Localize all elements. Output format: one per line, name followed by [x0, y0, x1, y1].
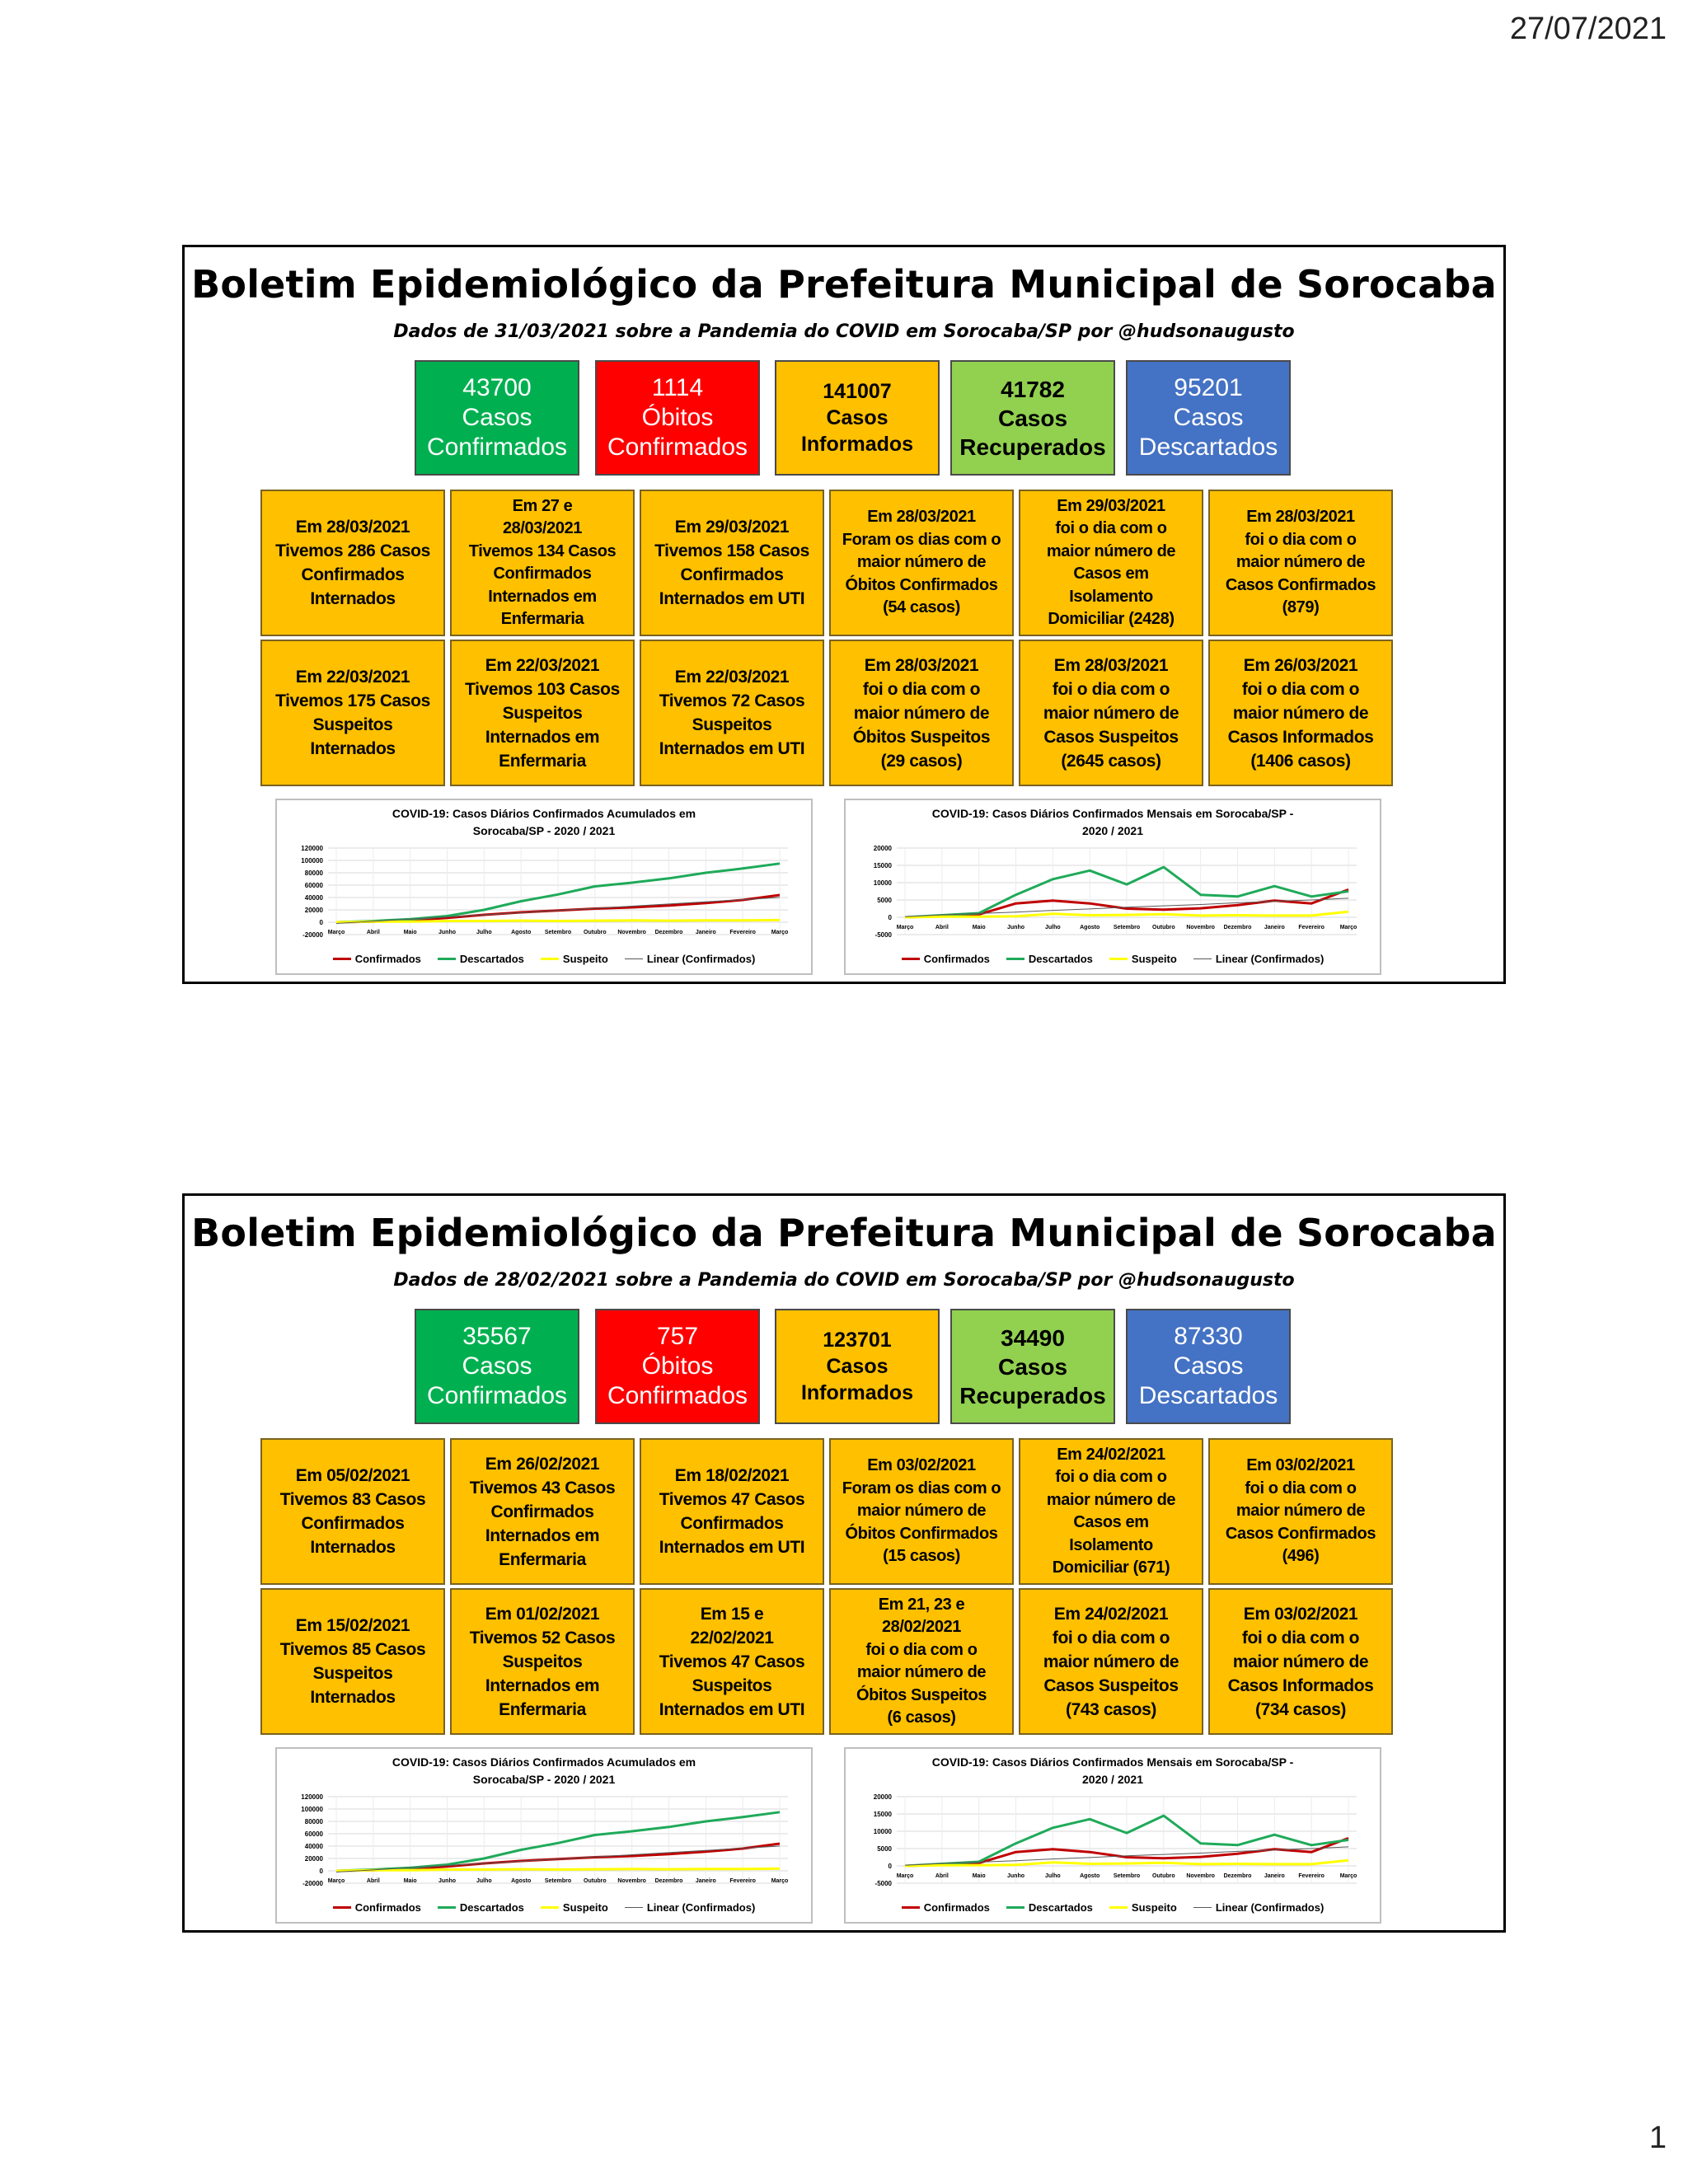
- legend-item: [625, 1901, 755, 1914]
- stat-value: 123701: [823, 1329, 892, 1352]
- stat-value: 95201: [1174, 374, 1243, 401]
- stat-casos-informados: [775, 1309, 940, 1424]
- chart-legend: [846, 1901, 1380, 1914]
- legend-label: Suspeito: [562, 1901, 608, 1914]
- y-tick-label: 100000: [301, 1806, 323, 1813]
- page-number: 1: [1648, 2121, 1667, 2155]
- stat-casos-informados: [775, 360, 940, 476]
- x-tick-label: Fevereiro: [1298, 925, 1325, 930]
- x-tick-label: Janeiro: [695, 1878, 716, 1884]
- y-tick-label: 80000: [304, 1818, 323, 1825]
- info-box: Em 27 e 28/03/2021 Tivemos 134 Casos Confirmados Internados em Enfermaria: [450, 490, 635, 636]
- x-tick-label: Dezembro: [1223, 925, 1252, 930]
- x-tick-label: Abril: [935, 1873, 949, 1879]
- x-tick-label: Maio: [403, 1878, 417, 1884]
- y-tick-label: -5000: [874, 1880, 892, 1887]
- x-tick-label: Maio: [972, 925, 986, 930]
- bulletin-slide-2: [182, 1193, 1506, 1933]
- legend-label: Suspeito: [562, 953, 608, 965]
- stat-label: Casos: [1173, 404, 1244, 431]
- y-tick-label: 20000: [304, 907, 323, 914]
- y-tick-label: 20000: [304, 1855, 323, 1863]
- x-tick-label: Março: [1339, 925, 1357, 930]
- legend-label: Descartados: [459, 953, 524, 965]
- stat-label: Confirmados: [607, 1382, 748, 1409]
- legend-label: Linear (Confirmados): [1215, 953, 1325, 965]
- x-tick-label: Dezembro: [1223, 1873, 1252, 1879]
- x-tick-label: Junho: [1007, 1873, 1025, 1879]
- stat-label: Casos: [997, 405, 1068, 431]
- x-tick-label: Maio: [972, 1873, 986, 1879]
- info-box: Em 28/03/2021 foi o dia com o maior número de Casos Suspeitos (2645 casos): [1019, 640, 1203, 786]
- x-tick-label: Novembro: [617, 1878, 646, 1884]
- y-tick-label: 60000: [304, 1830, 323, 1838]
- y-tick-label: -20000: [302, 1880, 323, 1887]
- y-tick-label: 0: [888, 1863, 892, 1870]
- x-tick-label: Maio: [403, 930, 417, 935]
- legend-item: [1006, 953, 1093, 965]
- stat-value: 34490: [1001, 1324, 1065, 1351]
- y-tick-label: 120000: [301, 845, 323, 852]
- info-box: Em 15 e 22/02/2021 Tivemos 47 Casos Suspeitos Internados em UTI: [640, 1588, 824, 1735]
- x-tick-label: Setembro: [544, 930, 572, 935]
- legend-item: [902, 953, 990, 965]
- y-tick-label: 120000: [301, 1793, 323, 1801]
- stat-value: 35567: [462, 1323, 532, 1350]
- stat-value: 43700: [462, 374, 532, 401]
- y-tick-label: 10000: [873, 1828, 892, 1835]
- info-box: Em 15/02/2021 Tivemos 85 Casos Suspeitos Internados: [260, 1588, 445, 1735]
- x-tick-label: Março: [896, 925, 914, 930]
- y-tick-label: 0: [888, 914, 892, 921]
- stat-casos-confirmados: [415, 360, 579, 476]
- x-tick-label: Fevereiro: [729, 1878, 756, 1884]
- chart-title-line: COVID-19: Casos Diários Confirmados Acumulados em: [392, 807, 696, 820]
- x-tick-label: Outubro: [584, 1878, 607, 1884]
- legend-label: Linear (Confirmados): [1215, 1901, 1325, 1914]
- stat-label: Casos: [462, 404, 532, 431]
- x-tick-label: Fevereiro: [1298, 1873, 1325, 1879]
- x-tick-label: Agosto: [511, 930, 532, 935]
- info-box: Em 22/03/2021 Tivemos 175 Casos Suspeitos Internados: [260, 640, 445, 786]
- y-tick-label: 80000: [304, 869, 323, 877]
- y-tick-label: 5000: [877, 1845, 892, 1853]
- stat-label: Descartados: [1138, 434, 1278, 461]
- chart-title-line: 2020 / 2021: [1082, 1773, 1143, 1786]
- y-tick-label: 15000: [873, 1811, 892, 1818]
- stat-label: Recuperados: [959, 1382, 1106, 1408]
- info-box: Em 21, 23 e 28/02/2021 foi o dia com o maior número de Óbitos Suspeitos (6 casos): [829, 1588, 1014, 1735]
- stat-casos-recuperados: [950, 1309, 1115, 1424]
- stat-label: Casos: [826, 1355, 889, 1378]
- x-tick-label: Novembro: [617, 930, 646, 935]
- x-tick-label: Janeiro: [1264, 925, 1285, 930]
- info-box: Em 05/02/2021 Tivemos 83 Casos Confirmados Internados: [260, 1438, 445, 1585]
- y-tick-label: 40000: [304, 894, 323, 902]
- x-tick-label: Março: [327, 930, 345, 935]
- x-tick-label: Janeiro: [695, 930, 716, 935]
- stat-label: Óbitos: [641, 1352, 714, 1380]
- stat-value: 141007: [823, 380, 892, 403]
- legend-item: [438, 1901, 524, 1914]
- stat-casos-descartados: [1126, 360, 1291, 476]
- x-tick-label: Dezembro: [654, 930, 683, 935]
- x-tick-label: Outubro: [1152, 1873, 1175, 1879]
- x-tick-label: Outubro: [584, 930, 607, 935]
- info-box: Em 29/03/2021 Tivemos 158 Casos Confirmados Internados em UTI: [640, 490, 824, 636]
- x-tick-label: Junho: [438, 1878, 456, 1884]
- chart-plot: [277, 1749, 814, 1925]
- y-tick-label: 20000: [873, 1793, 892, 1801]
- legend-item: [1109, 1901, 1177, 1914]
- x-tick-label: Março: [896, 1873, 914, 1879]
- stat-label: Casos: [462, 1352, 532, 1380]
- info-box: Em 03/02/2021 foi o dia com o maior número de Casos Informados (734 casos): [1208, 1588, 1393, 1735]
- info-box: Em 22/03/2021 Tivemos 103 Casos Suspeitos Internados em Enfermaria: [450, 640, 635, 786]
- legend-item: [541, 953, 608, 965]
- y-tick-label: 0: [319, 919, 323, 926]
- info-box: Em 03/02/2021 foi o dia com o maior número de Casos Confirmados (496): [1208, 1438, 1393, 1585]
- legend-label: Linear (Confirmados): [646, 953, 756, 965]
- x-tick-label: Novembro: [1186, 925, 1215, 930]
- x-tick-label: Março: [1339, 1873, 1357, 1879]
- info-box: Em 29/03/2021 foi o dia com o maior número de Casos em Isolamento Domiciliar (2428): [1019, 490, 1203, 636]
- info-box: Em 22/03/2021 Tivemos 72 Casos Suspeitos Internados em UTI: [640, 640, 824, 786]
- legend-label: Linear (Confirmados): [646, 1901, 756, 1914]
- y-tick-label: -20000: [302, 931, 323, 939]
- x-tick-label: Junho: [1007, 925, 1025, 930]
- x-tick-label: Agosto: [511, 1878, 532, 1884]
- stat-value: 87330: [1174, 1323, 1243, 1350]
- chart-title-line: Sorocaba/SP - 2020 / 2021: [472, 824, 616, 837]
- chart-title-line: COVID-19: Casos Diários Confirmados Mensais em Sorocaba/SP -: [931, 807, 1294, 820]
- legend-label: Descartados: [1028, 953, 1093, 965]
- legend-item: [1193, 953, 1324, 965]
- info-box: Em 03/02/2021 Foram os dias com o maior número de Óbitos Confirmados (15 casos): [829, 1438, 1014, 1585]
- y-tick-label: -5000: [874, 931, 892, 939]
- legend-item: [1193, 1901, 1324, 1914]
- x-tick-label: Agosto: [1080, 1873, 1100, 1879]
- legend-item: [625, 953, 755, 965]
- info-box: Em 01/02/2021 Tivemos 52 Casos Suspeitos Internados em Enfermaria: [450, 1588, 635, 1735]
- stat-label: Informados: [800, 1381, 914, 1404]
- x-tick-label: Julho: [1044, 925, 1061, 930]
- legend-item: [902, 1901, 990, 1914]
- x-tick-label: Fevereiro: [729, 930, 756, 935]
- stat-value: 1114: [651, 374, 704, 401]
- bulletin-slide-1: [182, 245, 1506, 984]
- x-tick-label: Dezembro: [654, 1878, 683, 1884]
- x-tick-label: Julho: [476, 1878, 492, 1884]
- info-box: Em 28/03/2021 foi o dia com o maior número de Óbitos Suspeitos (29 casos): [829, 640, 1014, 786]
- chart-title-line: Sorocaba/SP - 2020 / 2021: [472, 1773, 616, 1786]
- x-tick-label: Setembro: [1113, 925, 1141, 930]
- x-tick-label: Abril: [366, 1878, 380, 1884]
- chart-title-line: 2020 / 2021: [1082, 824, 1143, 837]
- legend-label: Descartados: [1028, 1901, 1093, 1914]
- stat-value: 757: [656, 1323, 699, 1350]
- stat-label: Casos: [997, 1353, 1068, 1380]
- chart-legend: [277, 1901, 811, 1914]
- monthly-chart: [844, 1747, 1381, 1924]
- slide-title: Boletim Epidemiológico da Prefeitura Municipal de Sorocaba: [191, 1211, 1497, 1255]
- stat-casos-recuperados: [950, 360, 1115, 476]
- chart-legend: [846, 953, 1380, 965]
- legend-item: [333, 953, 421, 965]
- x-tick-label: Julho: [476, 930, 492, 935]
- x-tick-label: Abril: [935, 925, 949, 930]
- legend-label: Suspeito: [1131, 953, 1177, 965]
- page-date: 27/07/2021: [1509, 12, 1667, 46]
- legend-label: Confirmados: [923, 953, 990, 965]
- y-tick-label: 5000: [877, 897, 892, 904]
- legend-label: Suspeito: [1131, 1901, 1177, 1914]
- x-tick-label: Setembro: [544, 1878, 572, 1884]
- slide-title: Boletim Epidemiológico da Prefeitura Municipal de Sorocaba: [191, 262, 1497, 307]
- stat-label: Recuperados: [959, 434, 1106, 460]
- x-tick-label: Março: [771, 930, 789, 935]
- info-box: Em 28/03/2021 Tivemos 286 Casos Confirmados Internados: [260, 490, 445, 636]
- chart-plot: [846, 1749, 1383, 1925]
- stat-label: Confirmados: [607, 434, 748, 461]
- x-tick-label: Março: [771, 1878, 789, 1884]
- slide-subtitle: Dados de 31/03/2021 sobre a Pandemia do COVID em Sorocaba/SP por @hudsonaugusto: [393, 321, 1295, 342]
- chart-title-line: COVID-19: Casos Diários Confirmados Acumulados em: [392, 1755, 696, 1769]
- cumulative-chart: [275, 799, 813, 975]
- y-tick-label: 60000: [304, 882, 323, 889]
- chart-plot: [846, 800, 1383, 977]
- y-tick-label: 15000: [873, 862, 892, 869]
- x-tick-label: Julho: [1044, 1873, 1061, 1879]
- legend-label: Confirmados: [354, 1901, 421, 1914]
- x-tick-label: Janeiro: [1264, 1873, 1285, 1879]
- legend-item: [1006, 1901, 1093, 1914]
- legend-label: Confirmados: [923, 1901, 990, 1914]
- stat-label: Casos: [1173, 1352, 1244, 1380]
- legend-label: Confirmados: [354, 953, 421, 965]
- x-tick-label: Junho: [438, 930, 456, 935]
- slide-subtitle: Dados de 28/02/2021 sobre a Pandemia do COVID em Sorocaba/SP por @hudsonaugusto: [393, 1270, 1295, 1291]
- info-box: Em 18/02/2021 Tivemos 47 Casos Confirmados Internados em UTI: [640, 1438, 824, 1585]
- info-box: Em 24/02/2021 foi o dia com o maior número de Casos em Isolamento Domiciliar (671): [1019, 1438, 1203, 1585]
- legend-item: [1109, 953, 1177, 965]
- x-tick-label: Setembro: [1113, 1873, 1141, 1879]
- info-box: Em 28/03/2021 Foram os dias com o maior número de Óbitos Confirmados (54 casos): [829, 490, 1014, 636]
- stat-label: Descartados: [1138, 1382, 1278, 1409]
- y-tick-label: 0: [319, 1868, 323, 1875]
- cumulative-chart: [275, 1747, 813, 1924]
- legend-item: [333, 1901, 421, 1914]
- x-tick-label: Novembro: [1186, 1873, 1215, 1879]
- chart-title-line: COVID-19: Casos Diários Confirmados Mensais em Sorocaba/SP -: [931, 1755, 1294, 1769]
- x-tick-label: Abril: [366, 930, 380, 935]
- legend-item: [438, 953, 524, 965]
- monthly-chart: [844, 799, 1381, 975]
- stat-label: Confirmados: [426, 434, 568, 461]
- legend-item: [541, 1901, 608, 1914]
- legend-label: Descartados: [459, 1901, 524, 1914]
- y-tick-label: 10000: [873, 879, 892, 887]
- chart-plot: [277, 800, 814, 977]
- info-box: Em 26/02/2021 Tivemos 43 Casos Confirmados Internados em Enfermaria: [450, 1438, 635, 1585]
- stat-label: Confirmados: [426, 1382, 568, 1409]
- stat-casos-descartados: [1126, 1309, 1291, 1424]
- stat-label: Casos: [826, 406, 889, 429]
- stat-value: 41782: [1001, 376, 1065, 402]
- info-box: Em 24/02/2021 foi o dia com o maior número de Casos Suspeitos (743 casos): [1019, 1588, 1203, 1735]
- stat-label: Informados: [800, 433, 914, 456]
- x-tick-label: Agosto: [1080, 925, 1100, 930]
- x-tick-label: Março: [327, 1878, 345, 1884]
- stat-label: Óbitos: [641, 404, 714, 431]
- stat-obitos-confirmados: [595, 1309, 760, 1424]
- x-tick-label: Outubro: [1152, 925, 1175, 930]
- info-box: Em 28/03/2021 foi o dia com o maior número de Casos Confirmados (879): [1208, 490, 1393, 636]
- y-tick-label: 100000: [301, 857, 323, 865]
- chart-legend: [277, 953, 811, 965]
- info-box: Em 26/03/2021 foi o dia com o maior número de Casos Informados (1406 casos): [1208, 640, 1393, 786]
- y-tick-label: 40000: [304, 1843, 323, 1850]
- stat-casos-confirmados: [415, 1309, 579, 1424]
- y-tick-label: 20000: [873, 845, 892, 852]
- stat-obitos-confirmados: [595, 360, 760, 476]
